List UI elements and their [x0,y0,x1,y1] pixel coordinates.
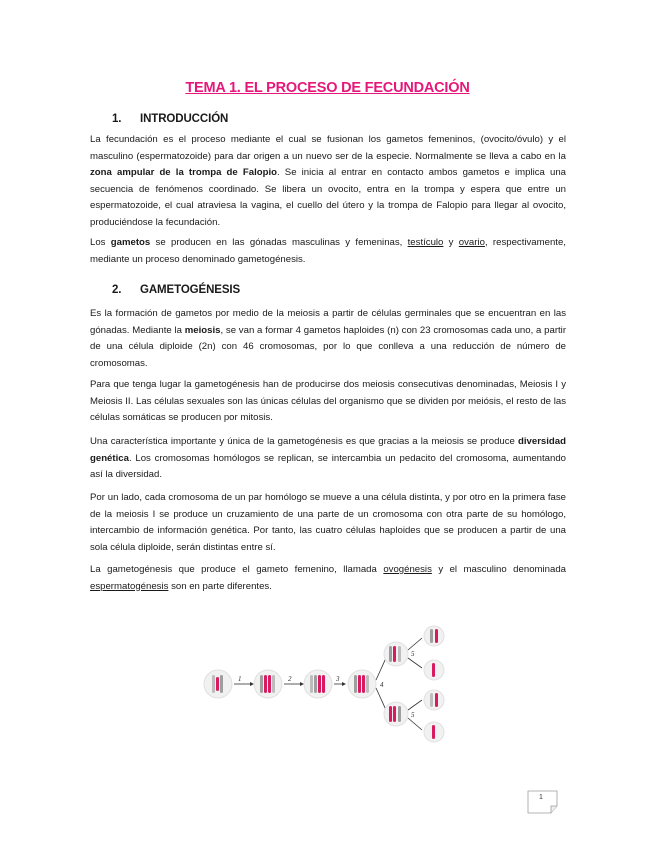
step-label: 5 [411,650,415,658]
bold-term: gametos [110,237,151,248]
step-label: 1 [238,675,242,683]
arrow [408,638,422,650]
underlined-term: ovogénesis [383,564,432,575]
text: son en parte diferentes. [168,580,272,592]
text: La gametogénesis que produce el gameto femenino, llamada [90,564,384,575]
arrow [408,658,422,668]
paragraph-meiosis [90,306,566,372]
arrowhead-icon [250,682,254,686]
gamete-2 [424,660,444,680]
text: Es la formación de gametos por medio de la meiosis a partir de células germinales que se encuentran en las gónadas. Mediante la [90,308,566,336]
section-heading-introduccion [112,113,228,125]
cell-replicated [254,670,282,698]
arrowhead-icon [300,682,304,686]
paragraph-meiosis-consecutivas: Para que tenga lugar la gametogénesis han de producirse dos meiosis consecutivas denominadas, Meiosis I y Meiosis II. Las células sexuales son las únicas células del organismo que se dividen por meiósis, el resto de las células somáticas se producen por mitosis. [90,379,566,424]
step-label: 3 [336,675,340,683]
text: Los [90,237,111,248]
gamete-1 [424,626,444,646]
text: y el masculino denominada [431,564,566,575]
bold-term: diversidad genética [90,436,566,464]
paragraph-cruzamiento: Por un lado, cada cromosoma de un par homólogo se mueve a una célula distinta, y por otro en la primera fase de la meiosis I se produce un cruzamiento de una parte de un cromosoma con otra parte de su homólogo, intercambio de información genética. Por tanto, las cuatro células haploides que se producen a partir de una sola célula diploide, serán distintas entre sí. [90,492,566,553]
paragraph-diversidad [90,434,566,484]
underlined-term: ovario [458,237,485,248]
text: La fecundación es el proceso mediante el cual se fusionan los gametos femeninos, (ovocito/óvulo) y el masculino (espermatozoide) para dar origen a un nuevo ser de la especie. Normalmente se lleva a cabo en la [90,134,566,162]
text: . Los cromosomas homólogos se replican, se intercambia un pedacito del cromosoma, aumentando así la diversidad. [90,452,566,481]
cell-daughter-lower [384,702,408,726]
arrow [408,700,422,710]
step-label: 5 [411,711,415,719]
bold-term: meiosis [184,324,221,336]
arrowhead-icon [342,682,346,686]
text: y [443,237,459,248]
paragraph-gametos [90,235,566,268]
text: . Se inicia al entrar en contacto ambos gametos e implica una secuencia de fenómenos coordinado. Se libera un ovocito, entra en la trompa y espera que entre un espermatozoide, el cual atraviesa la vagina, el cuello del útero y la trompa de Falopio para llegar al ovocito, produciéndose la fecundación. [90,167,566,228]
text: se producen en las gónadas masculinas y femeninas, [150,237,408,248]
page-number: 1 [539,794,543,801]
document-title: TEMA 1. EL PROCESO DE FECUNDACIÓN [185,80,470,96]
arrow [376,658,386,680]
paragraph-fecundacion [90,132,566,232]
underlined-term: testículo [407,237,444,248]
step-label: 4 [380,681,384,689]
meiosis-diagram [200,624,460,748]
underlined-term: espermatogénesis [90,580,169,592]
page-number-badge [527,790,559,814]
gamete-3 [424,690,444,710]
section-title: INTRODUCCIÓN [140,113,229,125]
section-number: 1. [112,113,122,125]
paragraph-ovogenesis [90,562,566,595]
text: , respectivamente, mediante un proceso denominado gametogénesis. [90,237,566,265]
section-heading-gametogenesis [112,284,240,296]
cell-meiosis-i [348,670,376,698]
step-label: 2 [288,675,292,683]
cell-diploid-start [204,670,232,698]
section-number: 2. [112,284,122,296]
gamete-4 [424,722,444,742]
cell-crossing-over [304,670,332,698]
text: Una característica importante y única de la gametogénesis es que gracias a la meiosis se produce [90,436,518,447]
text: , se van a formar 4 gametos haploides (n) con 23 cromosomas cada uno, a partir de una célula diploide (2n) con 46 cromosomas, por lo que conlleva a una reducción de número de cromosomas. [90,324,567,369]
cell-daughter-upper [384,642,408,666]
section-title: GAMETOGÉNESIS [140,284,241,296]
bold-term: zona ampular de la trompa de Falopio [90,167,277,179]
arrow [376,688,386,710]
arrow [408,718,422,730]
